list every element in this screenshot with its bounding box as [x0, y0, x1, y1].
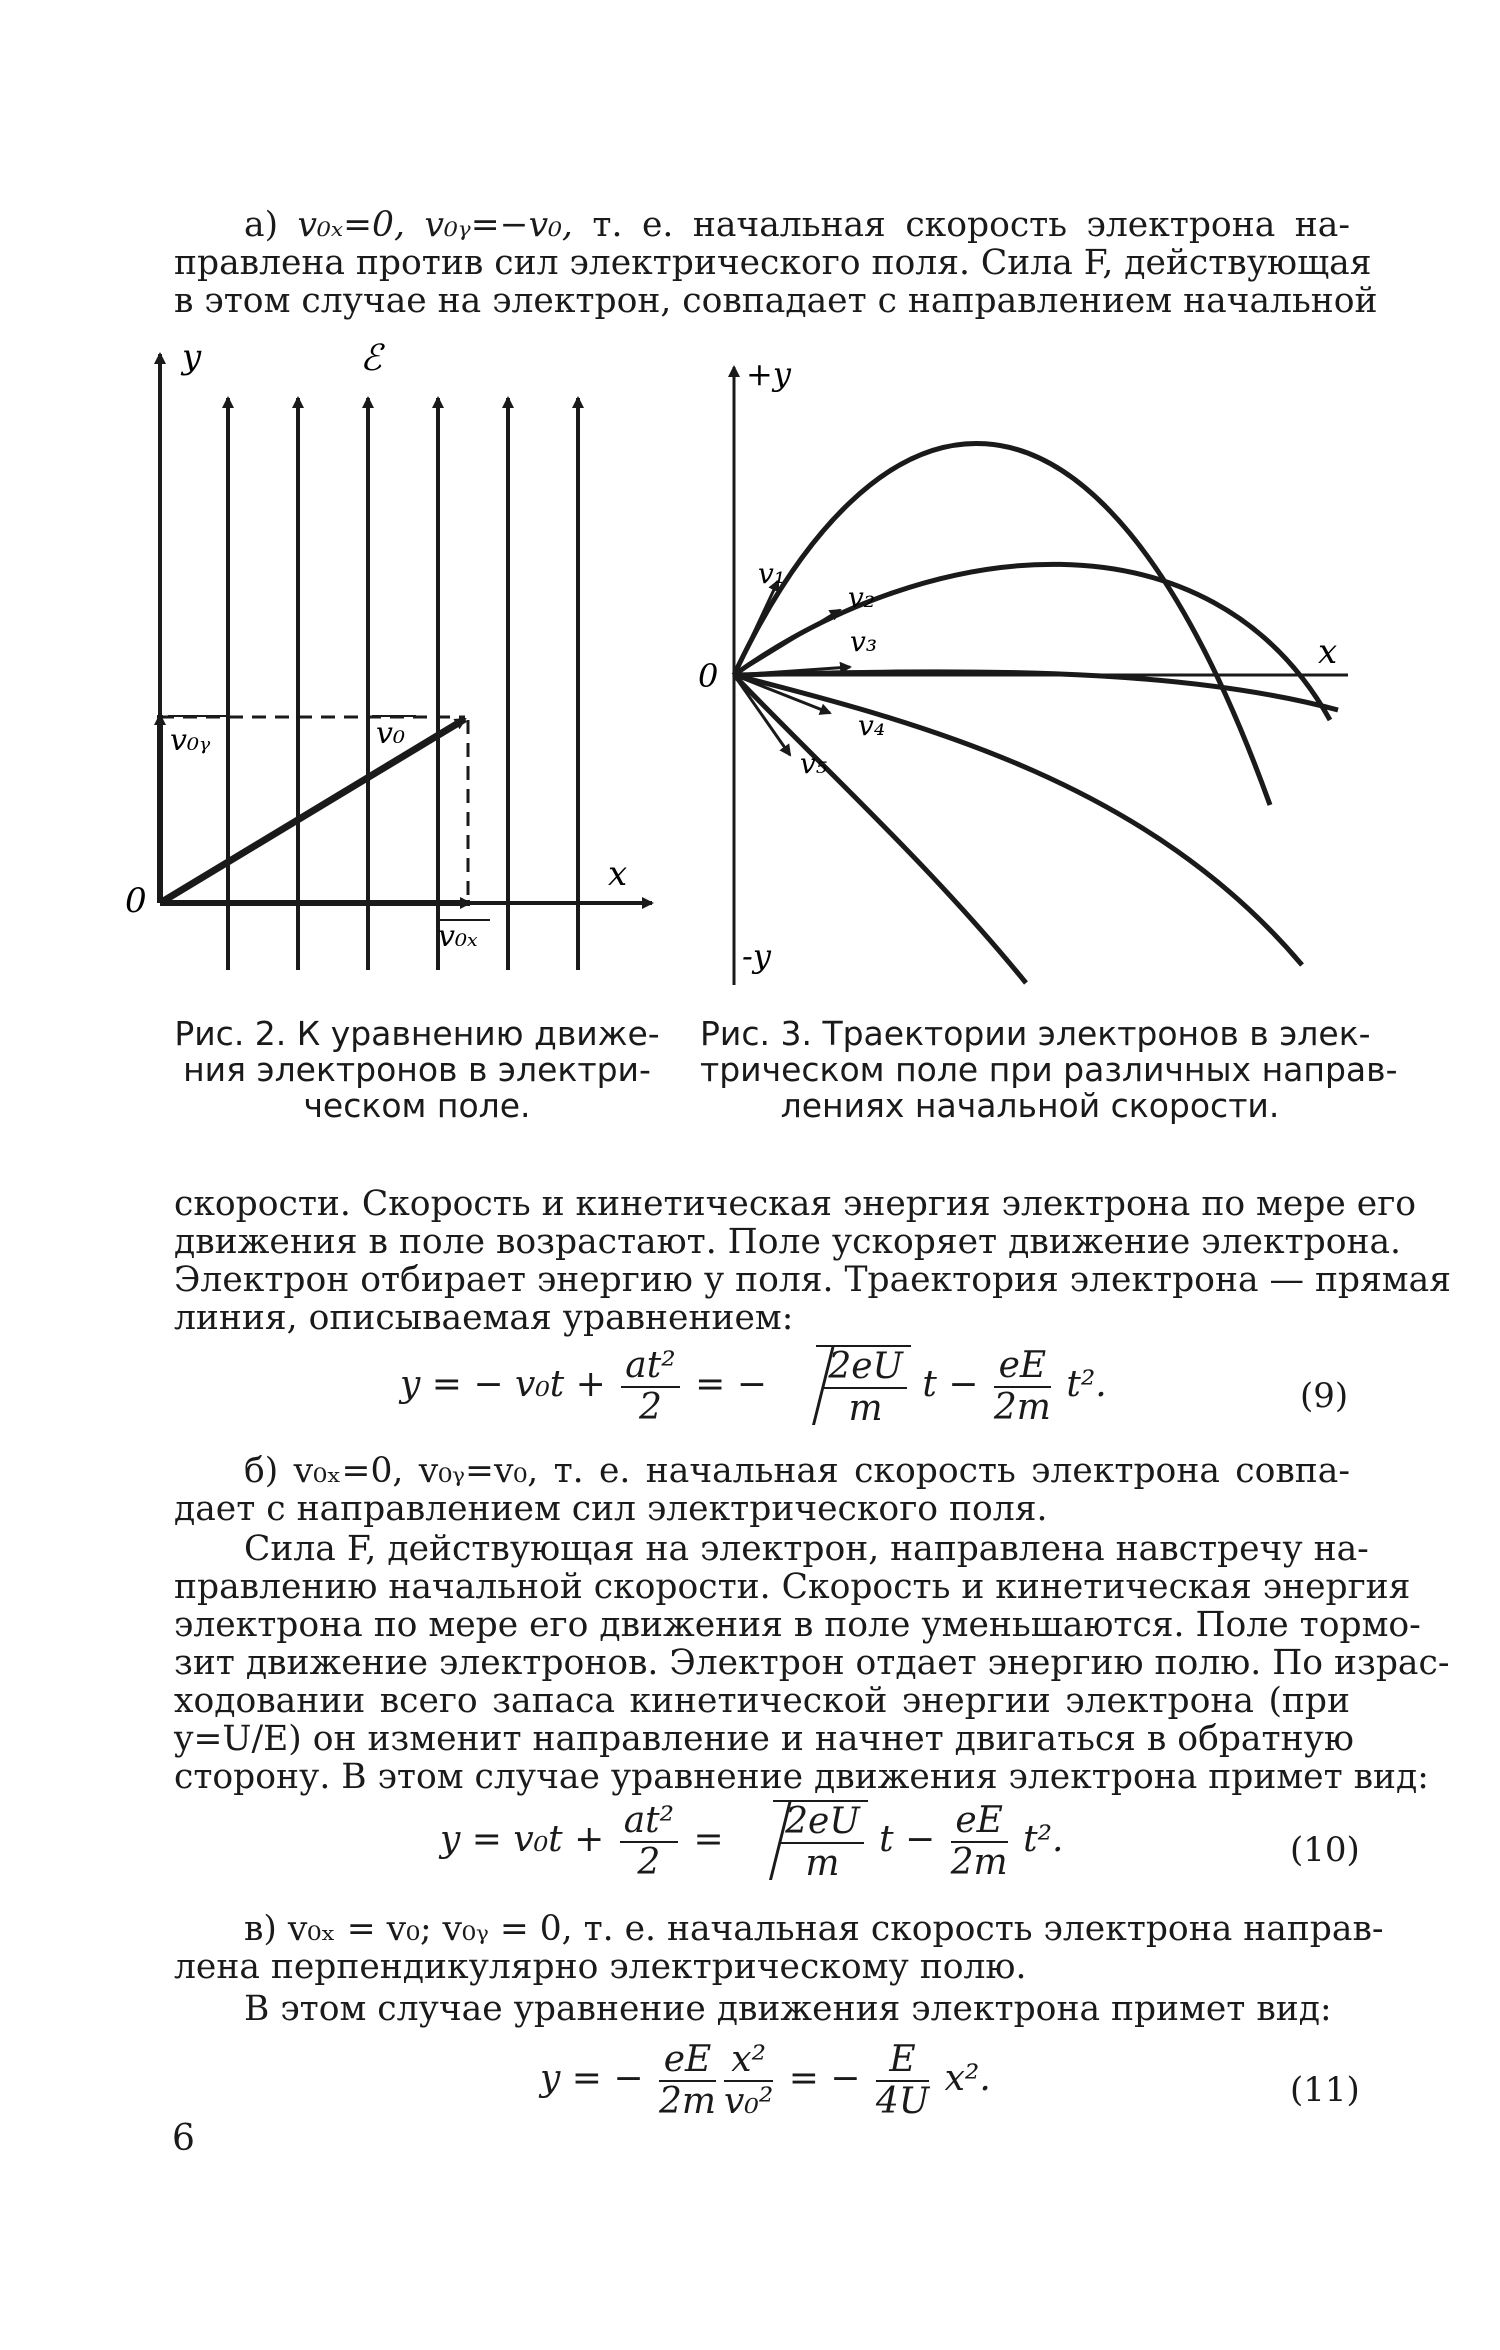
paragraph-case-statement [174, 1990, 1350, 2028]
caption-line: ческом поле. [303, 1086, 531, 1125]
label-v0x: v₀ₓ [438, 919, 478, 954]
text-line: ходовании всего запаса кинетической энергии электрона (при [174, 1681, 1350, 1721]
field-lines [228, 398, 578, 970]
label-E: ℰ [360, 340, 382, 379]
label-minus-y: -y [742, 937, 771, 975]
paragraph-case-a-continued [174, 1184, 1451, 1338]
paragraph-force [174, 1529, 1450, 1797]
label-plus-y: +y [746, 355, 791, 393]
text-line: правлению начальной скорости. Скорость и кинетическая энергия [174, 1567, 1411, 1607]
label-origin: 0 [125, 881, 147, 921]
trajectory-v4 [734, 675, 1302, 965]
paragraph-case-b [174, 1452, 1350, 1528]
text-line: в этом случае на электрон, совпадает с направлением начальной [174, 281, 1378, 321]
text-line: движения в поле возрастают. Поле ускоряет движение электрона. [174, 1222, 1401, 1262]
label-x: x [608, 854, 628, 894]
sqrt-symbol: $\frac{2eU}{m}$ [735, 1800, 868, 1884]
label-v1: v₁ [758, 557, 786, 590]
label-origin: 0 [698, 657, 719, 695]
text-line: y=U/E) он изменит направление и начнет двигаться в обратную [174, 1719, 1354, 1759]
equation-number-10: (10) [1290, 1830, 1360, 1870]
equation-10: y = v₀t + $\frac{\text{at²}}{2}$ = $\frac{2eU}{m}$ t − $\frac{eE}{2m}$ t². [440, 1800, 1064, 1884]
page-number: 6 [172, 2118, 195, 2159]
text-line: зит движение электронов. Электрон отдает энергию полю. По израс- [174, 1643, 1450, 1683]
text-line: дает с направлением сил электрического поля. [174, 1489, 1048, 1529]
equation-number-9: (9) [1300, 1376, 1349, 1416]
label-v5: v₅ [800, 747, 828, 780]
text-line: лена перпендикулярно электрическому полю. [174, 1947, 1027, 1987]
sqrt-symbol: $\frac{2eU}{m}$ [778, 1345, 911, 1429]
caption-line: трическом поле при различных направ- [700, 1050, 1398, 1089]
paragraph-case-c [174, 1909, 1384, 1987]
equation-number-11: (11) [1290, 2070, 1360, 2110]
text-line: сторону. В этом случае уравнение движения электрона примет вид: [174, 1757, 1429, 1797]
caption-line: лениях начальной скорости. [780, 1086, 1280, 1125]
label-v2: v₂ [848, 581, 876, 614]
text-line: б) v₀ₓ=0, v₀ᵧ=v₀, т. е. начальная скорость электрона совпа- [244, 1451, 1350, 1491]
velocity-arrows [734, 581, 850, 755]
caption-line: Рис. 3. Траектории электронов в элек- [700, 1014, 1371, 1053]
label-y: y [182, 340, 202, 377]
equation-9: y = − v₀t + $\frac{\text{at²}}{2}$ = − $\frac{2eU}{m}$ t − $\frac{eE}{2m}$ t². [400, 1345, 1107, 1429]
label-v0y: v₀ᵧ [170, 723, 211, 758]
caption-line: Рис. 2. К уравнению движе- [174, 1014, 660, 1053]
label-v4: v₄ [858, 709, 886, 742]
label-v3: v₃ [850, 625, 878, 658]
text-line: скорости. Скорость и кинетическая энергия электрона по мере его [174, 1184, 1417, 1224]
paragraph-case-a [174, 205, 1378, 321]
label-x: x [1318, 632, 1338, 672]
figure-3-caption [700, 1014, 1398, 1125]
figure-2-caption [172, 1016, 662, 1124]
figure-2-diagram [120, 340, 680, 1000]
trajectory-v3 [734, 672, 1338, 710]
caption-line: ния электронов в электри- [183, 1050, 651, 1089]
figure-3-diagram [690, 345, 1370, 995]
text-line: а) v₀ₓ=0, v₀ᵧ=−v₀, т. е. начальная скорость электрона на- [244, 205, 1350, 245]
label-v0: v₀ [376, 716, 405, 751]
equation-11: y = − $\frac{eE}{2m}$ $\frac{\text{x²}}{\text{v₀²}}$ = − $\frac{E}{4U}$ x². [540, 2039, 991, 2122]
text-line: линия, описываемая уравнением: [174, 1298, 794, 1338]
text-line: В этом случае уравнение движения электрона примет вид: [244, 1989, 1332, 2029]
text-line: Электрон отбирает энергию у поля. Траектория электрона — прямая [174, 1260, 1451, 1300]
text-line: в) v₀ₓ = v₀; v₀ᵧ = 0, т. е. начальная скорость электрона направ- [244, 1909, 1384, 1949]
text-line: электрона по мере его движения в поле уменьшаются. Поле тормо- [174, 1605, 1421, 1645]
trajectories [734, 443, 1338, 983]
text-line: правлена против сил электрического поля. Сила F, действующая [174, 243, 1372, 283]
text-line: Сила F, действующая на электрон, направлена навстречу на- [244, 1529, 1369, 1569]
